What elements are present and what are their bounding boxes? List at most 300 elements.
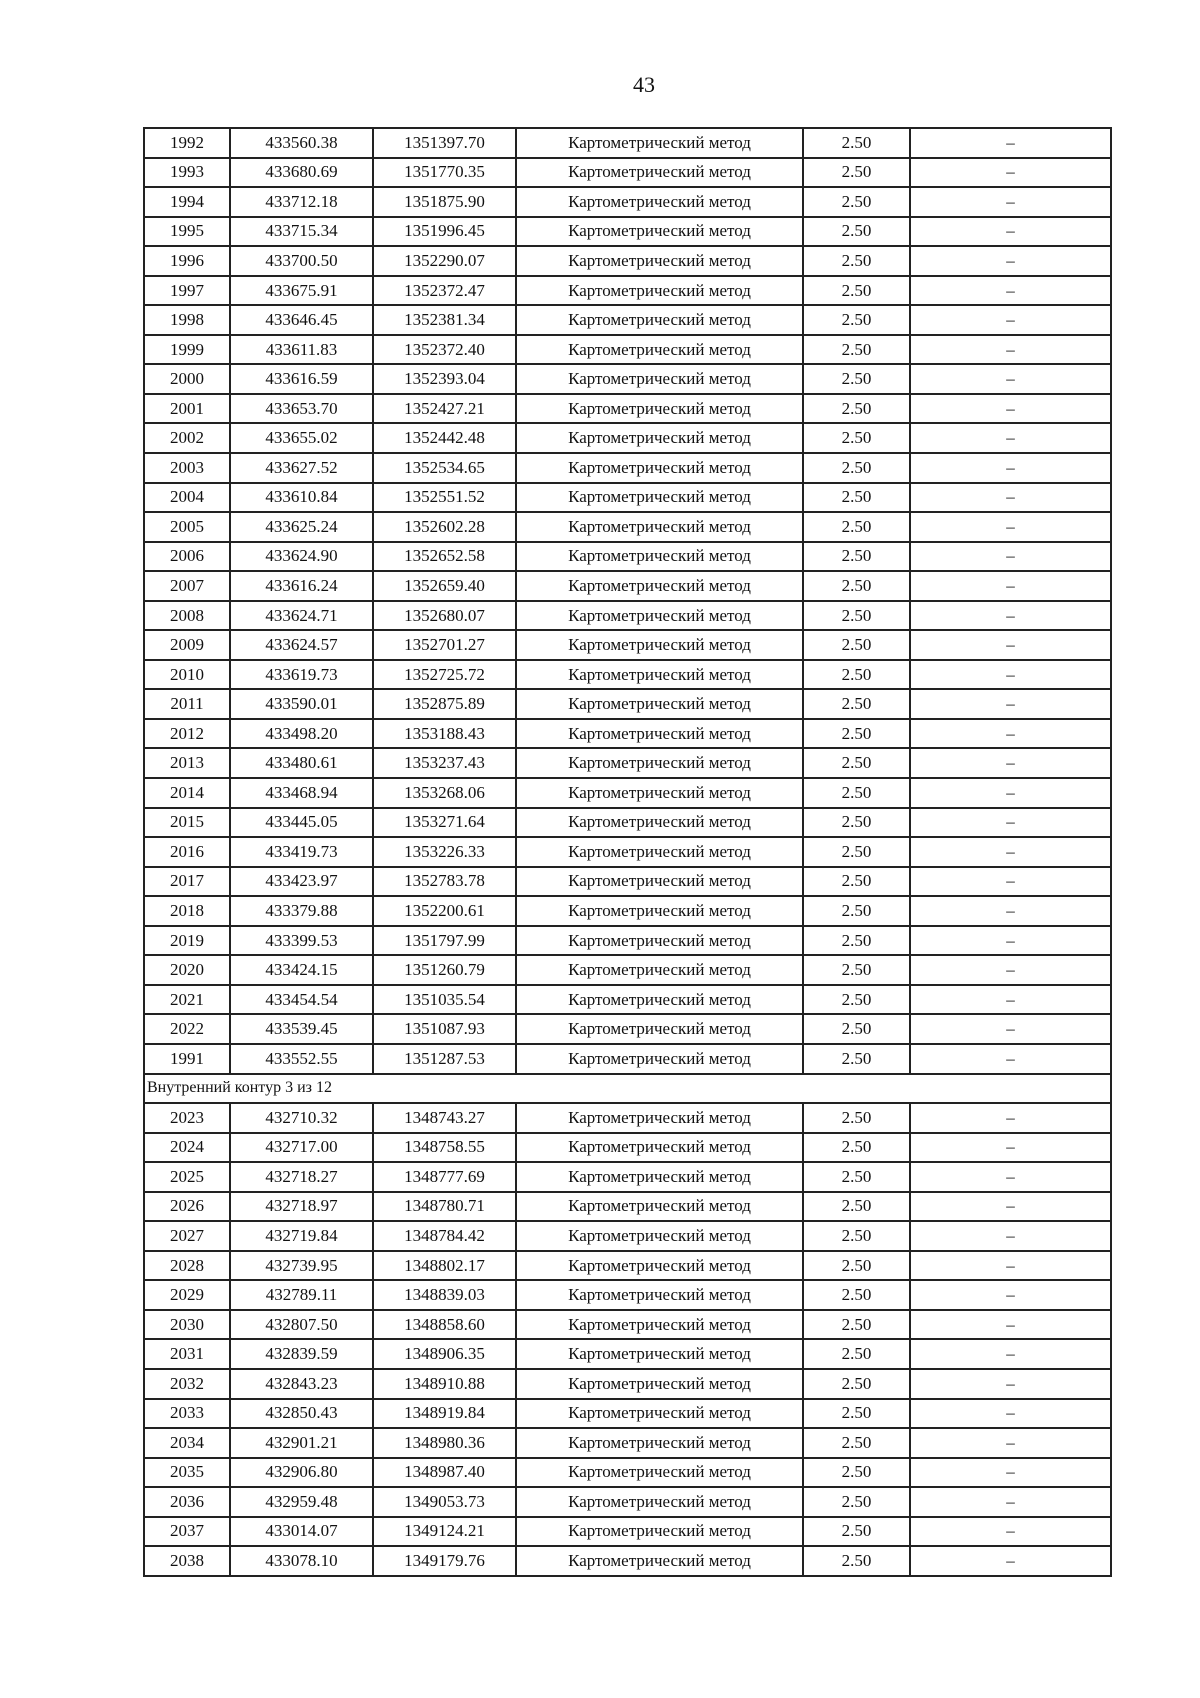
y-coordinate-cell: 1348802.17 (373, 1251, 516, 1281)
accuracy-cell: 2.50 (803, 1251, 910, 1281)
method-cell: Картометрический метод (516, 1280, 803, 1310)
accuracy-cell: 2.50 (803, 1546, 910, 1576)
accuracy-cell: 2.50 (803, 926, 910, 956)
x-coordinate-cell: 433624.71 (230, 601, 373, 631)
note-cell: – (910, 926, 1111, 956)
note-cell: – (910, 778, 1111, 808)
x-coordinate-cell: 433625.24 (230, 512, 373, 542)
note-cell: – (910, 1428, 1111, 1458)
point-number-cell: 2004 (144, 483, 230, 513)
point-number-cell: 2000 (144, 364, 230, 394)
accuracy-cell: 2.50 (803, 896, 910, 926)
note-cell: – (910, 1251, 1111, 1281)
note-cell: – (910, 1044, 1111, 1074)
y-coordinate-cell: 1352393.04 (373, 364, 516, 394)
x-coordinate-cell: 433468.94 (230, 778, 373, 808)
note-cell: – (910, 1517, 1111, 1547)
x-coordinate-cell: 432906.80 (230, 1458, 373, 1488)
table-row (144, 187, 1111, 217)
x-coordinate-cell: 433624.57 (230, 630, 373, 660)
y-coordinate-cell: 1348839.03 (373, 1280, 516, 1310)
table-row (144, 394, 1111, 424)
x-coordinate-cell: 433715.34 (230, 217, 373, 247)
table-row (144, 1546, 1111, 1576)
accuracy-cell: 2.50 (803, 778, 910, 808)
accuracy-cell: 2.50 (803, 305, 910, 335)
accuracy-cell: 2.50 (803, 453, 910, 483)
table-row (144, 660, 1111, 690)
y-coordinate-cell: 1353237.43 (373, 748, 516, 778)
method-cell: Картометрический метод (516, 217, 803, 247)
method-cell: Картометрический метод (516, 1399, 803, 1429)
y-coordinate-cell: 1352602.28 (373, 512, 516, 542)
table-row (144, 276, 1111, 306)
table-row (144, 1103, 1111, 1133)
method-cell: Картометрический метод (516, 1428, 803, 1458)
point-number-cell: 2015 (144, 808, 230, 838)
note-cell: – (910, 808, 1111, 838)
method-cell: Картометрический метод (516, 1546, 803, 1576)
note-cell: – (910, 1369, 1111, 1399)
method-cell: Картометрический метод (516, 660, 803, 690)
y-coordinate-cell: 1349124.21 (373, 1517, 516, 1547)
note-cell: – (910, 394, 1111, 424)
accuracy-cell: 2.50 (803, 1162, 910, 1192)
y-coordinate-cell: 1348758.55 (373, 1133, 516, 1163)
accuracy-cell: 2.50 (803, 1428, 910, 1458)
table-row (144, 1044, 1111, 1074)
note-cell: – (910, 1546, 1111, 1576)
x-coordinate-cell: 432789.11 (230, 1280, 373, 1310)
accuracy-cell: 2.50 (803, 1517, 910, 1547)
table-row (144, 128, 1111, 158)
x-coordinate-cell: 432843.23 (230, 1369, 373, 1399)
table-row (144, 571, 1111, 601)
accuracy-cell: 2.50 (803, 217, 910, 247)
note-cell: – (910, 512, 1111, 542)
accuracy-cell: 2.50 (803, 601, 910, 631)
point-number-cell: 2019 (144, 926, 230, 956)
note-cell: – (910, 571, 1111, 601)
table-row (144, 364, 1111, 394)
point-number-cell: 2005 (144, 512, 230, 542)
method-cell: Картометрический метод (516, 483, 803, 513)
table-row (144, 1162, 1111, 1192)
y-coordinate-cell: 1353226.33 (373, 837, 516, 867)
x-coordinate-cell: 433619.73 (230, 660, 373, 690)
method-cell: Картометрический метод (516, 1487, 803, 1517)
method-cell: Картометрический метод (516, 689, 803, 719)
x-coordinate-cell: 433445.05 (230, 808, 373, 838)
table-row (144, 423, 1111, 453)
point-number-cell: 2031 (144, 1339, 230, 1369)
note-cell: – (910, 719, 1111, 749)
accuracy-cell: 2.50 (803, 1133, 910, 1163)
y-coordinate-cell: 1348987.40 (373, 1458, 516, 1488)
note-cell: – (910, 246, 1111, 276)
accuracy-cell: 2.50 (803, 748, 910, 778)
accuracy-cell: 2.50 (803, 423, 910, 453)
note-cell: – (910, 1221, 1111, 1251)
x-coordinate-cell: 433627.52 (230, 453, 373, 483)
x-coordinate-cell: 433539.45 (230, 1014, 373, 1044)
y-coordinate-cell: 1351397.70 (373, 128, 516, 158)
table-row (144, 837, 1111, 867)
note-cell: – (910, 1339, 1111, 1369)
method-cell: Картометрический метод (516, 896, 803, 926)
note-cell: – (910, 158, 1111, 188)
y-coordinate-cell: 1351287.53 (373, 1044, 516, 1074)
accuracy-cell: 2.50 (803, 1192, 910, 1222)
y-coordinate-cell: 1352372.47 (373, 276, 516, 306)
y-coordinate-cell: 1351087.93 (373, 1014, 516, 1044)
note-cell: – (910, 1399, 1111, 1429)
table-row (144, 601, 1111, 631)
method-cell: Картометрический метод (516, 1310, 803, 1340)
accuracy-cell: 2.50 (803, 660, 910, 690)
method-cell: Картометрический метод (516, 1133, 803, 1163)
point-number-cell: 2012 (144, 719, 230, 749)
accuracy-cell: 2.50 (803, 985, 910, 1015)
note-cell: – (910, 187, 1111, 217)
x-coordinate-cell: 433078.10 (230, 1546, 373, 1576)
x-coordinate-cell: 433419.73 (230, 837, 373, 867)
method-cell: Картометрический метод (516, 394, 803, 424)
accuracy-cell: 2.50 (803, 1458, 910, 1488)
table-row (144, 630, 1111, 660)
method-cell: Картометрический метод (516, 187, 803, 217)
y-coordinate-cell: 1348858.60 (373, 1310, 516, 1340)
y-coordinate-cell: 1348910.88 (373, 1369, 516, 1399)
method-cell: Картометрический метод (516, 1192, 803, 1222)
method-cell: Картометрический метод (516, 867, 803, 897)
x-coordinate-cell: 433712.18 (230, 187, 373, 217)
x-coordinate-cell: 433552.55 (230, 1044, 373, 1074)
method-cell: Картометрический метод (516, 926, 803, 956)
note-cell: – (910, 128, 1111, 158)
method-cell: Картометрический метод (516, 1251, 803, 1281)
note-cell: – (910, 276, 1111, 306)
point-number-cell: 2032 (144, 1369, 230, 1399)
point-number-cell: 2033 (144, 1399, 230, 1429)
x-coordinate-cell: 432710.32 (230, 1103, 373, 1133)
accuracy-cell: 2.50 (803, 1369, 910, 1399)
accuracy-cell: 2.50 (803, 1221, 910, 1251)
accuracy-cell: 2.50 (803, 1487, 910, 1517)
point-number-cell: 2035 (144, 1458, 230, 1488)
table-row (144, 896, 1111, 926)
x-coordinate-cell: 433379.88 (230, 896, 373, 926)
table-row (144, 1251, 1111, 1281)
accuracy-cell: 2.50 (803, 1044, 910, 1074)
point-number-cell: 2028 (144, 1251, 230, 1281)
method-cell: Картометрический метод (516, 1339, 803, 1369)
accuracy-cell: 2.50 (803, 1014, 910, 1044)
table-row (144, 1428, 1111, 1458)
y-coordinate-cell: 1348980.36 (373, 1428, 516, 1458)
point-number-cell: 2025 (144, 1162, 230, 1192)
accuracy-cell: 2.50 (803, 158, 910, 188)
method-cell: Картометрический метод (516, 128, 803, 158)
table-row (144, 1399, 1111, 1429)
method-cell: Картометрический метод (516, 1103, 803, 1133)
point-number-cell: 1994 (144, 187, 230, 217)
note-cell: – (910, 837, 1111, 867)
table-row (144, 483, 1111, 513)
note-cell: – (910, 601, 1111, 631)
y-coordinate-cell: 1348906.35 (373, 1339, 516, 1369)
point-number-cell: 1996 (144, 246, 230, 276)
method-cell: Картометрический метод (516, 364, 803, 394)
method-cell: Картометрический метод (516, 748, 803, 778)
y-coordinate-cell: 1352875.89 (373, 689, 516, 719)
point-number-cell: 2008 (144, 601, 230, 631)
note-cell: – (910, 1310, 1111, 1340)
x-coordinate-cell: 433700.50 (230, 246, 373, 276)
method-cell: Картометрический метод (516, 778, 803, 808)
table-row (144, 748, 1111, 778)
point-number-cell: 2036 (144, 1487, 230, 1517)
x-coordinate-cell: 432901.21 (230, 1428, 373, 1458)
note-cell: – (910, 1192, 1111, 1222)
accuracy-cell: 2.50 (803, 246, 910, 276)
point-number-cell: 1993 (144, 158, 230, 188)
y-coordinate-cell: 1351797.99 (373, 926, 516, 956)
accuracy-cell: 2.50 (803, 689, 910, 719)
x-coordinate-cell: 432719.84 (230, 1221, 373, 1251)
note-cell: – (910, 453, 1111, 483)
coordinates-table (143, 127, 1112, 1577)
note-cell: – (910, 1103, 1111, 1133)
x-coordinate-cell: 433611.83 (230, 335, 373, 365)
table-row (144, 1192, 1111, 1222)
note-cell: – (910, 305, 1111, 335)
note-cell: – (910, 1487, 1111, 1517)
table-row (144, 1133, 1111, 1163)
table-row (144, 1221, 1111, 1251)
table-row (144, 808, 1111, 838)
note-cell: – (910, 423, 1111, 453)
method-cell: Картометрический метод (516, 1458, 803, 1488)
table-row (144, 926, 1111, 956)
accuracy-cell: 2.50 (803, 394, 910, 424)
x-coordinate-cell: 433424.15 (230, 955, 373, 985)
x-coordinate-cell: 432850.43 (230, 1399, 373, 1429)
section-label: Внутренний контур 3 из 12 (144, 1074, 1111, 1104)
y-coordinate-cell: 1352442.48 (373, 423, 516, 453)
accuracy-cell: 2.50 (803, 276, 910, 306)
x-coordinate-cell: 432718.27 (230, 1162, 373, 1192)
accuracy-cell: 2.50 (803, 571, 910, 601)
note-cell: – (910, 1133, 1111, 1163)
point-number-cell: 2021 (144, 985, 230, 1015)
x-coordinate-cell: 433675.91 (230, 276, 373, 306)
table-row (144, 246, 1111, 276)
y-coordinate-cell: 1351996.45 (373, 217, 516, 247)
y-coordinate-cell: 1352783.78 (373, 867, 516, 897)
point-number-cell: 2018 (144, 896, 230, 926)
x-coordinate-cell: 433655.02 (230, 423, 373, 453)
accuracy-cell: 2.50 (803, 837, 910, 867)
method-cell: Картометрический метод (516, 335, 803, 365)
y-coordinate-cell: 1348777.69 (373, 1162, 516, 1192)
y-coordinate-cell: 1352725.72 (373, 660, 516, 690)
table-row (144, 689, 1111, 719)
x-coordinate-cell: 433616.59 (230, 364, 373, 394)
y-coordinate-cell: 1351770.35 (373, 158, 516, 188)
note-cell: – (910, 867, 1111, 897)
x-coordinate-cell: 432839.59 (230, 1339, 373, 1369)
point-number-cell: 2001 (144, 394, 230, 424)
point-number-cell: 2010 (144, 660, 230, 690)
table-row (144, 867, 1111, 897)
y-coordinate-cell: 1352290.07 (373, 246, 516, 276)
note-cell: – (910, 985, 1111, 1015)
note-cell: – (910, 1014, 1111, 1044)
accuracy-cell: 2.50 (803, 187, 910, 217)
note-cell: – (910, 630, 1111, 660)
accuracy-cell: 2.50 (803, 335, 910, 365)
point-number-cell: 2002 (144, 423, 230, 453)
method-cell: Картометрический метод (516, 423, 803, 453)
table-row (144, 955, 1111, 985)
note-cell: – (910, 955, 1111, 985)
table-row (144, 719, 1111, 749)
x-coordinate-cell: 432717.00 (230, 1133, 373, 1163)
y-coordinate-cell: 1353271.64 (373, 808, 516, 838)
y-coordinate-cell: 1348784.42 (373, 1221, 516, 1251)
table-row (144, 305, 1111, 335)
method-cell: Картометрический метод (516, 630, 803, 660)
point-number-cell: 2006 (144, 542, 230, 572)
point-number-cell: 1991 (144, 1044, 230, 1074)
y-coordinate-cell: 1353188.43 (373, 719, 516, 749)
accuracy-cell: 2.50 (803, 542, 910, 572)
point-number-cell: 2024 (144, 1133, 230, 1163)
point-number-cell: 1999 (144, 335, 230, 365)
table-row (144, 1339, 1111, 1369)
x-coordinate-cell: 432718.97 (230, 1192, 373, 1222)
method-cell: Картометрический метод (516, 246, 803, 276)
table-row (144, 1517, 1111, 1547)
accuracy-cell: 2.50 (803, 512, 910, 542)
accuracy-cell: 2.50 (803, 364, 910, 394)
method-cell: Картометрический метод (516, 1044, 803, 1074)
method-cell: Картометрический метод (516, 305, 803, 335)
table-row (144, 1458, 1111, 1488)
note-cell: – (910, 896, 1111, 926)
y-coordinate-cell: 1348919.84 (373, 1399, 516, 1429)
point-number-cell: 1998 (144, 305, 230, 335)
accuracy-cell: 2.50 (803, 867, 910, 897)
y-coordinate-cell: 1352427.21 (373, 394, 516, 424)
y-coordinate-cell: 1352200.61 (373, 896, 516, 926)
method-cell: Картометрический метод (516, 955, 803, 985)
table-row (144, 1280, 1111, 1310)
point-number-cell: 2038 (144, 1546, 230, 1576)
table-row (144, 1487, 1111, 1517)
point-number-cell: 1992 (144, 128, 230, 158)
note-cell: – (910, 1458, 1111, 1488)
note-cell: – (910, 542, 1111, 572)
point-number-cell: 2003 (144, 453, 230, 483)
method-cell: Картометрический метод (516, 276, 803, 306)
point-number-cell: 2034 (144, 1428, 230, 1458)
table-row (144, 217, 1111, 247)
x-coordinate-cell: 433560.38 (230, 128, 373, 158)
x-coordinate-cell: 433610.84 (230, 483, 373, 513)
method-cell: Картометрический метод (516, 808, 803, 838)
x-coordinate-cell: 433480.61 (230, 748, 373, 778)
point-number-cell: 1997 (144, 276, 230, 306)
x-coordinate-cell: 432739.95 (230, 1251, 373, 1281)
accuracy-cell: 2.50 (803, 1399, 910, 1429)
y-coordinate-cell: 1351035.54 (373, 985, 516, 1015)
method-cell: Картометрический метод (516, 1369, 803, 1399)
note-cell: – (910, 217, 1111, 247)
point-number-cell: 2023 (144, 1103, 230, 1133)
note-cell: – (910, 689, 1111, 719)
method-cell: Картометрический метод (516, 985, 803, 1015)
x-coordinate-cell: 433590.01 (230, 689, 373, 719)
page-number: 43 (633, 72, 655, 97)
section-row (144, 1074, 1111, 1104)
point-number-cell: 2007 (144, 571, 230, 601)
x-coordinate-cell: 432807.50 (230, 1310, 373, 1340)
y-coordinate-cell: 1349179.76 (373, 1546, 516, 1576)
point-number-cell: 2026 (144, 1192, 230, 1222)
x-coordinate-cell: 432959.48 (230, 1487, 373, 1517)
method-cell: Картометрический метод (516, 158, 803, 188)
method-cell: Картометрический метод (516, 542, 803, 572)
accuracy-cell: 2.50 (803, 1103, 910, 1133)
y-coordinate-cell: 1352680.07 (373, 601, 516, 631)
point-number-cell: 2037 (144, 1517, 230, 1547)
table-row (144, 1310, 1111, 1340)
point-number-cell: 2013 (144, 748, 230, 778)
table-row (144, 158, 1111, 188)
x-coordinate-cell: 433014.07 (230, 1517, 373, 1547)
x-coordinate-cell: 433454.54 (230, 985, 373, 1015)
accuracy-cell: 2.50 (803, 808, 910, 838)
point-number-cell: 1995 (144, 217, 230, 247)
point-number-cell: 2016 (144, 837, 230, 867)
y-coordinate-cell: 1352534.65 (373, 453, 516, 483)
point-number-cell: 2022 (144, 1014, 230, 1044)
method-cell: Картометрический метод (516, 453, 803, 483)
accuracy-cell: 2.50 (803, 630, 910, 660)
x-coordinate-cell: 433653.70 (230, 394, 373, 424)
method-cell: Картометрический метод (516, 512, 803, 542)
method-cell: Картометрический метод (516, 837, 803, 867)
x-coordinate-cell: 433680.69 (230, 158, 373, 188)
y-coordinate-cell: 1352381.34 (373, 305, 516, 335)
point-number-cell: 2011 (144, 689, 230, 719)
point-number-cell: 2030 (144, 1310, 230, 1340)
point-number-cell: 2029 (144, 1280, 230, 1310)
accuracy-cell: 2.50 (803, 483, 910, 513)
y-coordinate-cell: 1352701.27 (373, 630, 516, 660)
table-row (144, 985, 1111, 1015)
accuracy-cell: 2.50 (803, 1280, 910, 1310)
y-coordinate-cell: 1352652.58 (373, 542, 516, 572)
table-row (144, 1014, 1111, 1044)
x-coordinate-cell: 433498.20 (230, 719, 373, 749)
method-cell: Картометрический метод (516, 1162, 803, 1192)
y-coordinate-cell: 1349053.73 (373, 1487, 516, 1517)
note-cell: – (910, 335, 1111, 365)
method-cell: Картометрический метод (516, 719, 803, 749)
